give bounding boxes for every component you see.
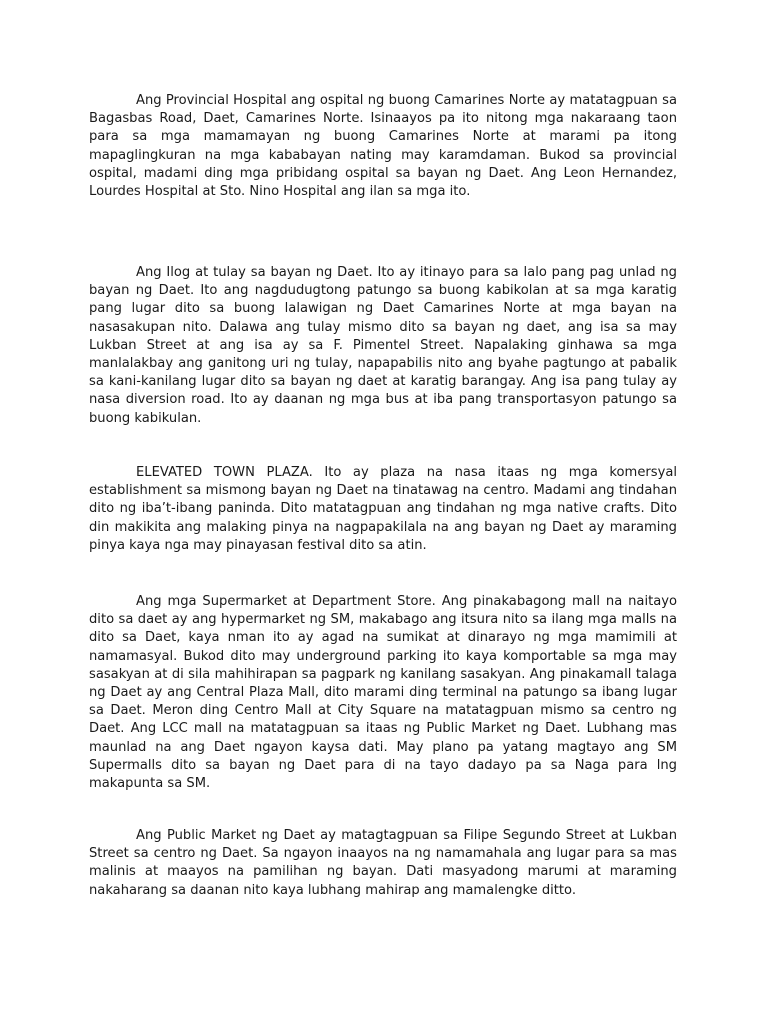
paragraph-provincial-hospital: Ang Provincial Hospital ang ospital ng buong Camarines Norte ay matatagpuan sa Bagasbas Road, Daet, Camarines Norte. Isinaayos pa ito nitong mga nakaraang taon para sa mga mamamayan ng buong Camarines Norte at marami pa itong mapaglingkuran na mga kababayan nating may karamdaman. Bukod sa provincial ospital, madami ding mga pribidang ospital sa bayan ng Daet. Ang Leon Hernandez, Lourdes Hospital at Sto. Nino Hospital ang ilan sa mga ito. [89, 93, 677, 200]
paragraph-supermarket-department-store: Ang mga Supermarket at Department Store. Ang pinakabagong mall na naitayo dito sa daet ay ang hypermarket ng SM, makabago ang itsura nito sa ilang mga malls na dito sa Daet, kaya nman ito ay agad na sumikat at dinarayo ng mga mamimili at namamasyal. Bukod dito may underground parking ito kaya komportable sa mga may sasakyan at di sila mahihirapan sa pagpark ng kanilang sasakyan. Ang pinakamall talaga ng Daet ay ang Central Plaza Mall, dito marami ding terminal na patungo sa ibang lugar sa Daet. Meron ding Centro Mall at City Square na matatagpuan mismo sa centro ng Daet. Ang LCC mall na matatagpuan sa itaas ng Public Market ng Daet. Lubhang mas maunlad na ang Daet ngayon kaysa dati. May plano pa yatang magtayo ang SM Supermalls dito sa bayan ng Daet para di na tayo dadayo pa sa Naga para lng makapunta sa SM. [89, 594, 677, 792]
paragraph-public-market: Ang Public Market ng Daet ay matagtagpuan sa Filipe Segundo Street at Lukban Street sa centro ng Daet. Sa ngayon inaayos na ng namamahala ang lugar para sa mas malinis at maayos na pamilihan ng bayan. Dati masyadong marumi at maraming nakaharang sa daanan nito kaya lubhang mahirap ang mamalengke ditto. [89, 828, 677, 898]
paragraph-ilog-at-tulay: Ang Ilog at tulay sa bayan ng Daet. Ito ay itinayo para sa lalo pang pag unlad ng bayan ng Daet. Ito ang nagdudugtong patungo sa buong kabikolan at sa mga karatig pang lugar dito sa buong lalawigan ng Daet Camarines Norte at mga bayan na nasasakupan nito. Dalawa ang tulay mismo dito sa bayan ng daet, ang isa sa may Lukban Street at ang isa ay sa F. Pimentel Street. Napalaking ginhawa sa mga manlalakbay ang ganitong uri ng tulay, napapabilis nito ang byahe pagtungo at pabalik sa kani-kanilang lugar dito sa bayan ng daet at karatig barangay. Ang isa pang tulay ay nasa diversion road. Ito ay daanan ng mga bus at iba pang transportasyon patungo sa buong kabikulan. [89, 265, 677, 426]
paragraph-elevated-town-plaza: ELEVATED TOWN PLAZA. Ito ay plaza na nasa itaas ng mga komersyal establishment sa mismong bayan ng Daet na tinatawag na centro. Madami ang tindahan dito ng iba’t-ibang paninda. Dito matatagpuan ang tindahan ng mga native crafts. Dito din makikita ang malaking pinya na nagpapakilala na ang bayan ng Daet ay maraming pinya kaya nga may pinayasan festival dito sa atin. [89, 465, 677, 553]
